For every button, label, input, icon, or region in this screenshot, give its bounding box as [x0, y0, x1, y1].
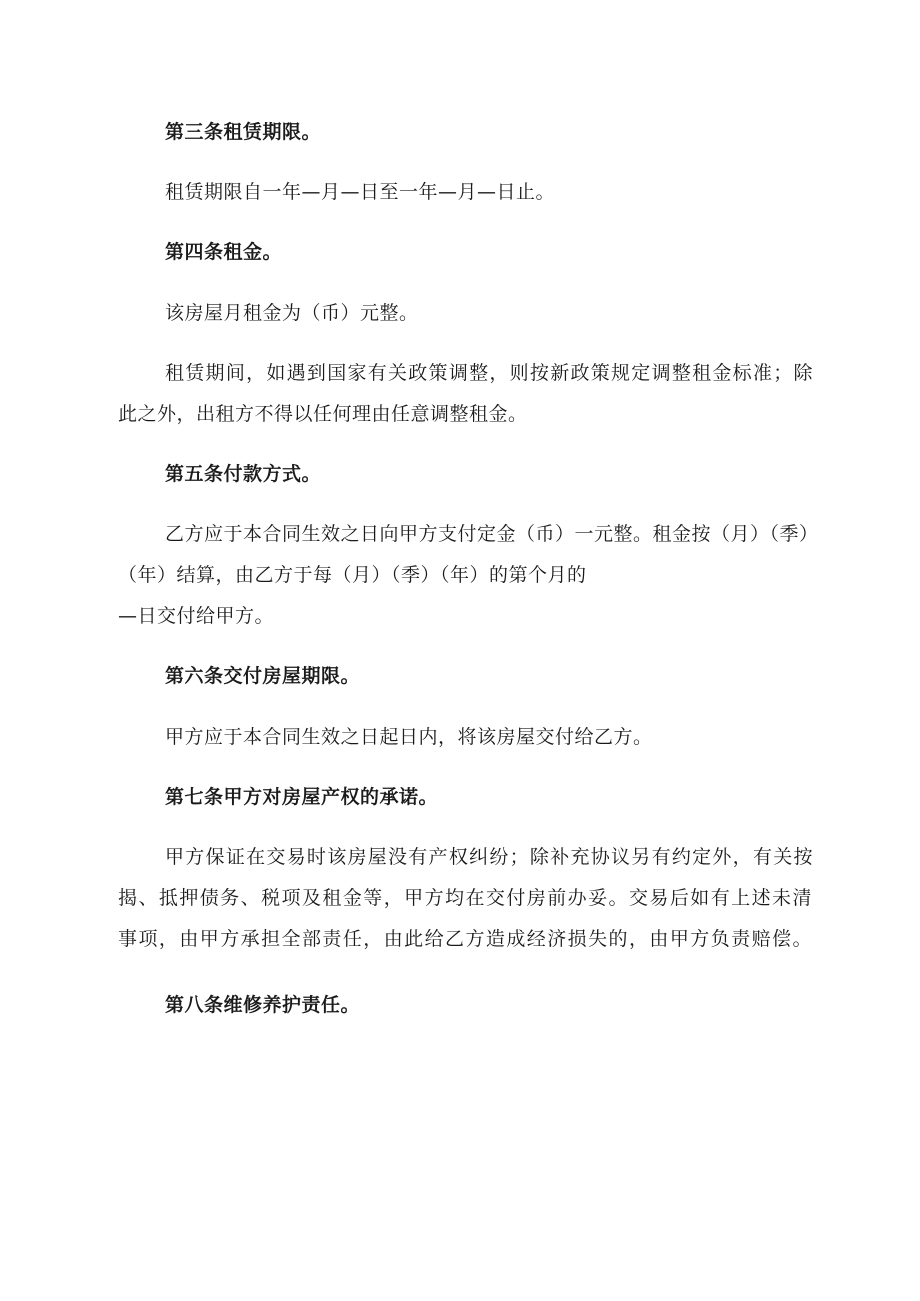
article-4-paragraph-2-line-2: 此之外，出租方不得以任何理由任意调整租金。	[118, 403, 528, 425]
article-5-paragraph-line-1: 乙方应于本合同生效之日向甲方支付定金（币）一元整。租金按（月）（季）	[165, 523, 819, 545]
article-7-paragraph-line-3: 事项，由甲方承担全部责任，由此给乙方造成经济损失的，由甲方负责赔偿。	[118, 928, 812, 950]
article-3-paragraph: 租赁期限自一年—月—日至一年—月—日止。	[165, 181, 556, 203]
article-6-heading: 第六条交付房屋期限。	[165, 665, 361, 687]
article-3-heading: 第三条租赁期限。	[165, 121, 322, 143]
article-4-paragraph-1: 该房屋月租金为（币）元整。	[165, 302, 419, 324]
article-6-paragraph: 甲方应于本合同生效之日起日内，将该房屋交付给乙方。	[165, 726, 653, 748]
article-7-paragraph-line-2: 揭、抵押债务、税项及租金等，甲方均在交付房前办妥。交易后如有上述未清	[118, 887, 812, 909]
article-5-heading: 第五条付款方式。	[165, 463, 322, 485]
article-5-paragraph-line-3: —日交付给甲方。	[118, 605, 275, 627]
article-4-heading: 第四条租金。	[165, 241, 283, 263]
article-7-paragraph-line-1: 甲方保证在交易时该房屋没有产权纠纷；除补充协议另有约定外，有关按	[165, 846, 813, 868]
article-5-paragraph-line-2: （年）结算，由乙方于每（月）（季）（年）的第个月的	[118, 564, 587, 586]
article-4-paragraph-2-line-1: 租赁期间，如遇到国家有关政策调整，则按新政策规定调整租金标准；除	[165, 362, 813, 384]
article-7-heading: 第七条甲方对房屋产权的承诺。	[165, 786, 439, 808]
article-8-heading: 第八条维修养护责任。	[165, 994, 361, 1016]
